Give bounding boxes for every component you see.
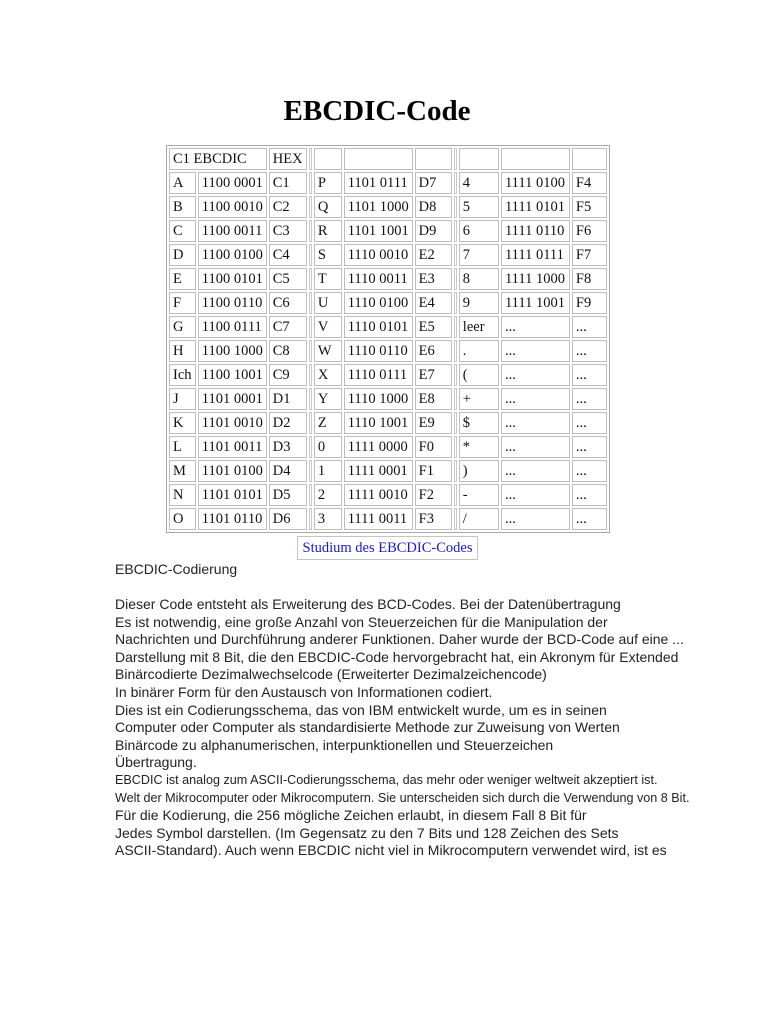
cell-ebcdic: 1101 0101 [198, 484, 267, 506]
table-row [169, 484, 607, 506]
cell-ebcdic: 1100 0001 [198, 172, 267, 194]
cell-hex: F3 [415, 508, 452, 530]
table-row [169, 268, 607, 290]
cell-hex: C8 [269, 340, 307, 362]
table-row [169, 292, 607, 314]
cell-hex: D3 [269, 436, 307, 458]
cell-hex: C4 [269, 244, 307, 266]
header-cell-hex: HEX [269, 148, 307, 170]
table-row [169, 340, 607, 362]
table-row [169, 460, 607, 482]
cell-ebcdic: 1101 1000 [344, 196, 413, 218]
cell-hex: D5 [269, 484, 307, 506]
cell-char: Z [314, 412, 342, 434]
cell-ebcdic: 1111 0100 [501, 172, 570, 194]
table-row [169, 508, 607, 530]
cell-ebcdic: 1111 0001 [344, 460, 413, 482]
column-separator [454, 316, 457, 338]
cell-char: $ [459, 412, 499, 434]
cell-ebcdic: 1110 0010 [344, 244, 413, 266]
ebcdic-table-body [169, 148, 607, 530]
cell-ebcdic: 1111 0110 [501, 220, 570, 242]
cell-char: Ich [169, 364, 196, 386]
cell-hex: F4 [572, 172, 607, 194]
cell-char: C [169, 220, 196, 242]
paragraph-line: Es ist notwendig, eine große Anzahl von Steuerzeichen für die Manipulation der [115, 613, 608, 630]
column-separator [454, 340, 457, 362]
cell-ebcdic: 1101 0111 [344, 172, 413, 194]
empty-header-cell [344, 148, 413, 170]
column-separator [309, 412, 312, 434]
cell-hex: F9 [572, 292, 607, 314]
column-separator [454, 172, 457, 194]
cell-char: / [459, 508, 499, 530]
cell-ebcdic: 1110 0011 [344, 268, 413, 290]
cell-hex: ... [572, 460, 607, 482]
column-separator [309, 148, 312, 170]
paragraph-line: Nachrichten und Durchführung anderer Funktionen. Daher wurde der BCD-Code auf eine ... [115, 631, 684, 648]
cell-hex: F8 [572, 268, 607, 290]
cell-char: 2 [314, 484, 342, 506]
column-separator [454, 460, 457, 482]
cell-char: A [169, 172, 196, 194]
cell-char: 7 [459, 244, 499, 266]
cell-ebcdic: ... [501, 388, 570, 410]
cell-char: K [169, 412, 196, 434]
table-row [169, 316, 607, 338]
column-separator [454, 244, 457, 266]
column-separator [309, 316, 312, 338]
table-row [169, 244, 607, 266]
cell-ebcdic: 1101 0010 [198, 412, 267, 434]
cell-char: B [169, 196, 196, 218]
cell-hex: C7 [269, 316, 307, 338]
cell-char: 9 [459, 292, 499, 314]
cell-ebcdic: ... [501, 340, 570, 362]
column-separator [309, 292, 312, 314]
cell-hex: D9 [415, 220, 452, 242]
ebcdic-table [167, 146, 609, 532]
column-separator [309, 220, 312, 242]
paragraph-line: Dieser Code entsteht als Erweiterung des BCD-Codes. Bei der Datenübertragung [115, 596, 621, 612]
cell-hex: C3 [269, 220, 307, 242]
cell-ebcdic: ... [501, 436, 570, 458]
cell-ebcdic: 1100 0100 [198, 244, 267, 266]
cell-ebcdic: 1110 0110 [344, 340, 413, 362]
cell-hex: ... [572, 316, 607, 338]
column-separator [454, 148, 457, 170]
cell-char: leer [459, 316, 499, 338]
cell-char: 1 [314, 460, 342, 482]
table-row [169, 196, 607, 218]
cell-hex: F7 [572, 244, 607, 266]
cell-char: M [169, 460, 196, 482]
cell-hex: D1 [269, 388, 307, 410]
cell-char: E [169, 268, 196, 290]
cell-char: . [459, 340, 499, 362]
cell-char: R [314, 220, 342, 242]
empty-header-cell [459, 148, 499, 170]
table-caption-link[interactable]: Studium des EBCDIC-Codes [297, 536, 478, 560]
cell-char: H [169, 340, 196, 362]
table-row [169, 412, 607, 434]
cell-ebcdic: ... [501, 316, 570, 338]
table-row [169, 388, 607, 410]
paragraph-line: Computer oder Computer als standardisierte Methode zur Zuweisung von Werten [115, 719, 620, 736]
section-heading: EBCDIC-Codierung [115, 561, 238, 577]
column-separator [309, 340, 312, 362]
cell-char: G [169, 316, 196, 338]
cell-ebcdic: ... [501, 412, 570, 434]
paragraph-line: Übertragung. [115, 754, 197, 771]
cell-ebcdic: 1111 1001 [501, 292, 570, 314]
cell-ebcdic: 1100 0010 [198, 196, 267, 218]
cell-ebcdic: 1101 0100 [198, 460, 267, 482]
cell-char: 8 [459, 268, 499, 290]
cell-ebcdic: ... [501, 484, 570, 506]
cell-char: W [314, 340, 342, 362]
cell-char: L [169, 436, 196, 458]
cell-hex: C1 [269, 172, 307, 194]
cell-char: ) [459, 460, 499, 482]
cell-hex: ... [572, 484, 607, 506]
cell-char: S [314, 244, 342, 266]
cell-ebcdic: 1100 1000 [198, 340, 267, 362]
paragraph-line: EBCDIC ist analog zum ASCII-Codierungsschema, das mehr oder weniger weltweit akzeptiert ist. [115, 772, 658, 787]
cell-ebcdic: 1110 1001 [344, 412, 413, 434]
column-separator [454, 196, 457, 218]
cell-hex: E4 [415, 292, 452, 314]
cell-char: + [459, 388, 499, 410]
cell-ebcdic: 1101 0011 [198, 436, 267, 458]
column-separator [454, 412, 457, 434]
cell-ebcdic: ... [501, 460, 570, 482]
cell-hex: E3 [415, 268, 452, 290]
cell-ebcdic: ... [501, 508, 570, 530]
cell-hex: F1 [415, 460, 452, 482]
cell-hex: E2 [415, 244, 452, 266]
cell-ebcdic: 1100 0011 [198, 220, 267, 242]
cell-hex: E6 [415, 340, 452, 362]
paragraph-line: Für die Kodierung, die 256 mögliche Zeichen erlaubt, in diesem Fall 8 Bit für [115, 807, 587, 824]
cell-ebcdic: 1101 0110 [198, 508, 267, 530]
cell-hex: F0 [415, 436, 452, 458]
table-row [169, 172, 607, 194]
cell-hex: C6 [269, 292, 307, 314]
cell-ebcdic: 1110 0100 [344, 292, 413, 314]
cell-ebcdic: 1101 0001 [198, 388, 267, 410]
cell-char: V [314, 316, 342, 338]
empty-header-cell [501, 148, 570, 170]
cell-hex: E9 [415, 412, 452, 434]
paragraph-line: Dies ist ein Codierungsschema, das von IBM entwickelt wurde, um es in seinen [115, 701, 607, 718]
cell-hex: F5 [572, 196, 607, 218]
cell-char: - [459, 484, 499, 506]
column-separator [454, 508, 457, 530]
cell-ebcdic: 1100 1001 [198, 364, 267, 386]
cell-ebcdic: 1101 1001 [344, 220, 413, 242]
cell-ebcdic: 1111 0111 [501, 244, 570, 266]
paragraph-line: Darstellung mit 8 Bit, die den EBCDIC-Code hervorgebracht hat, ein Akronym für Extended [115, 648, 679, 665]
cell-char: T [314, 268, 342, 290]
paragraph-line: Jedes Symbol darstellen. (Im Gegensatz zu den 7 Bits und 128 Zeichen des Sets [115, 824, 619, 841]
paragraph-line: ASCII-Standard). Auch wenn EBCDIC nicht viel in Mikrocomputern verwendet wird, ist es [115, 842, 667, 859]
cell-ebcdic: 1100 0110 [198, 292, 267, 314]
cell-hex: ... [572, 412, 607, 434]
column-separator [454, 484, 457, 506]
table-header-row [169, 148, 607, 170]
cell-char: Q [314, 196, 342, 218]
document-title: EBCDIC-Code [283, 95, 471, 127]
cell-hex: ... [572, 436, 607, 458]
cell-hex: ... [572, 364, 607, 386]
cell-char: ( [459, 364, 499, 386]
cell-char: J [169, 388, 196, 410]
cell-hex: C9 [269, 364, 307, 386]
cell-hex: D2 [269, 412, 307, 434]
cell-char: X [314, 364, 342, 386]
cell-char: O [169, 508, 196, 530]
cell-ebcdic: 1110 0101 [344, 316, 413, 338]
column-separator [454, 292, 457, 314]
empty-header-cell [314, 148, 342, 170]
column-separator [309, 508, 312, 530]
cell-char: 4 [459, 172, 499, 194]
table-row [169, 436, 607, 458]
header-cell-ebcdic: C1 EBCDIC [169, 148, 267, 170]
cell-char: 5 [459, 196, 499, 218]
cell-hex: ... [572, 388, 607, 410]
cell-char: P [314, 172, 342, 194]
empty-header-cell [415, 148, 452, 170]
paragraph-line: Binärcodierte Dezimalwechselcode (Erweiterter Dezimalzeichencode) [115, 666, 547, 683]
table-row [169, 364, 607, 386]
cell-hex: D7 [415, 172, 452, 194]
column-separator [454, 436, 457, 458]
body-paragraph [115, 596, 755, 860]
cell-char: U [314, 292, 342, 314]
cell-hex: ... [572, 340, 607, 362]
empty-header-cell [572, 148, 607, 170]
cell-ebcdic: 1111 0010 [344, 484, 413, 506]
column-separator [309, 460, 312, 482]
column-separator [454, 364, 457, 386]
cell-char: N [169, 484, 196, 506]
cell-hex: D6 [269, 508, 307, 530]
paragraph-line: Welt der Mikrocomputer oder Mikrocomputern. Sie unterscheiden sich durch die Verwendung von 8 Bit. [115, 790, 690, 805]
cell-ebcdic: ... [501, 364, 570, 386]
cell-ebcdic: 1110 0111 [344, 364, 413, 386]
column-separator [454, 220, 457, 242]
column-separator [309, 244, 312, 266]
column-separator [454, 388, 457, 410]
cell-char: D [169, 244, 196, 266]
cell-hex: E8 [415, 388, 452, 410]
cell-char: F [169, 292, 196, 314]
cell-hex: F2 [415, 484, 452, 506]
cell-char: 3 [314, 508, 342, 530]
cell-hex: F6 [572, 220, 607, 242]
paragraph-line: Binärcode zu alphanumerischen, interpunktionellen und Steuerzeichen [115, 736, 554, 753]
column-separator [309, 484, 312, 506]
cell-hex: C2 [269, 196, 307, 218]
cell-hex: D8 [415, 196, 452, 218]
cell-char: 6 [459, 220, 499, 242]
cell-ebcdic: 1111 0101 [501, 196, 570, 218]
column-separator [309, 364, 312, 386]
cell-hex: D4 [269, 460, 307, 482]
cell-char: Y [314, 388, 342, 410]
ebcdic-table-frame [166, 145, 610, 533]
cell-ebcdic: 1111 0000 [344, 436, 413, 458]
cell-char: 0 [314, 436, 342, 458]
table-row [169, 220, 607, 242]
cell-ebcdic: 1100 0101 [198, 268, 267, 290]
column-separator [454, 268, 457, 290]
cell-char: * [459, 436, 499, 458]
column-separator [309, 268, 312, 290]
cell-ebcdic: 1100 0111 [198, 316, 267, 338]
cell-ebcdic: 1110 1000 [344, 388, 413, 410]
column-separator [309, 388, 312, 410]
column-separator [309, 436, 312, 458]
cell-ebcdic: 1111 1000 [501, 268, 570, 290]
paragraph-line: In binärer Form für den Austausch von Informationen codiert. [115, 683, 493, 700]
cell-ebcdic: 1111 0011 [344, 508, 413, 530]
cell-hex: ... [572, 508, 607, 530]
column-separator [309, 172, 312, 194]
cell-hex: C5 [269, 268, 307, 290]
cell-hex: E5 [415, 316, 452, 338]
column-separator [309, 196, 312, 218]
cell-hex: E7 [415, 364, 452, 386]
